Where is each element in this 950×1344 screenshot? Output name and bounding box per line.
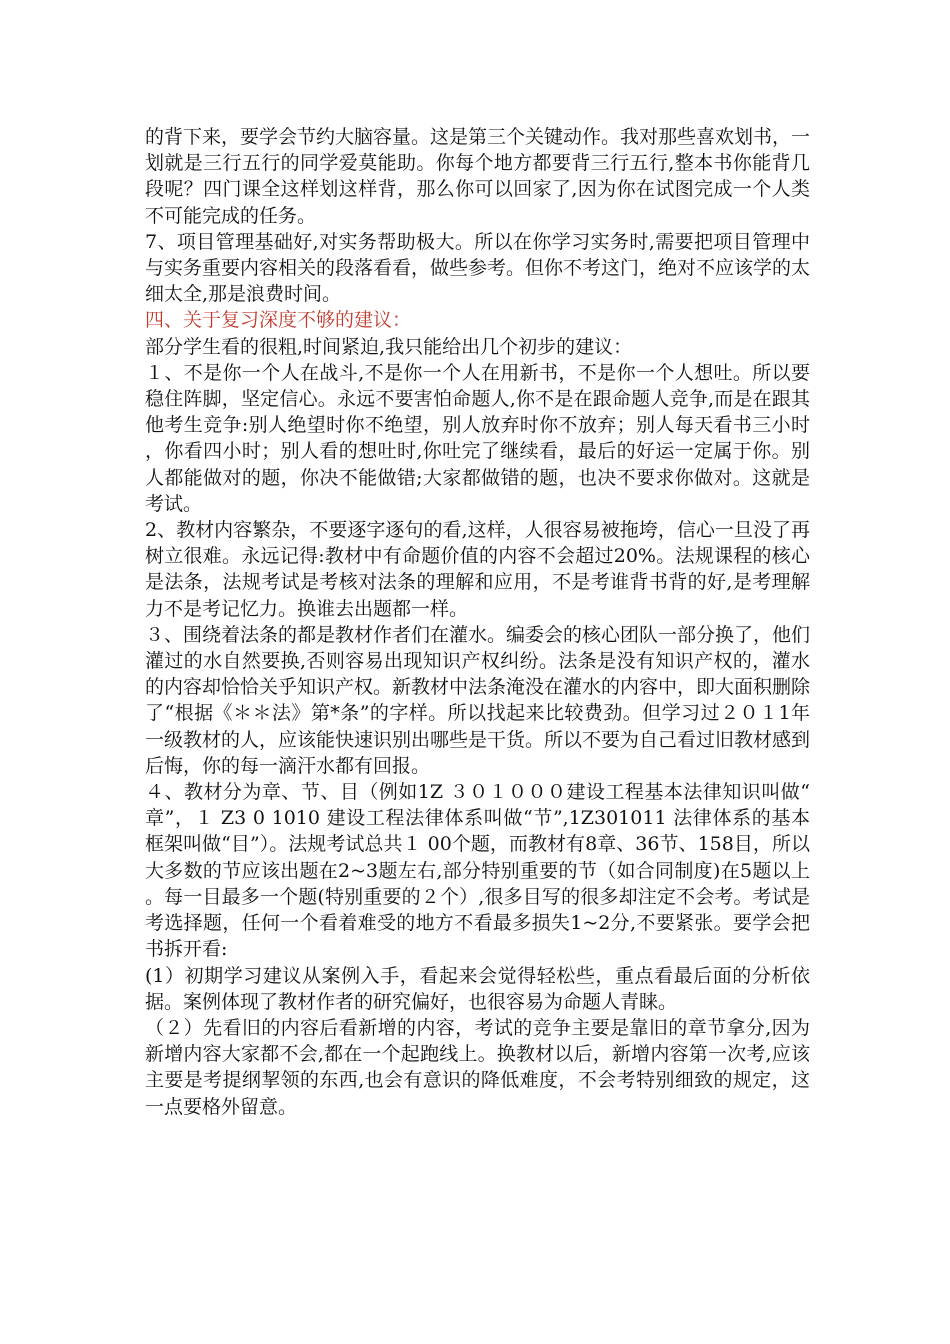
document-page bbox=[145, 124, 810, 1120]
paragraph-advice-2: 2、教材内容繁杂，不要逐字逐句的看,这样，人很容易被拖垮，信心一旦没了再树立很难。永远记得:教材中有命题价值的内容不会超过20%。法规课程的核心是法条，法规考试是考核对法条的理解和应用，不是考谁背书背的好,是考理解力不是考记忆力。换谁去出题都一样。 bbox=[145, 519, 810, 620]
section-heading-4: 四、关于复习深度不够的建议： bbox=[145, 309, 412, 332]
paragraph-intro: 部分学生看的很粗,时间紧迫,我只能给出几个初步的建议： bbox=[145, 335, 633, 358]
paragraph-advice-4: ４、教材分为章、节、目（例如1Z ３０１０００建设工程基本法律知识叫做“章”，１ Z3 0 1010 建设工程法律体系叫做“节”,1Z301011 法律体系的基本框架叫做“目”）。法规考试总共１ 00个题，而教材有8章、36节、158目，所以大多数的节应该出题在2~3题左右,部分特别重要的节（如合同制度)在5题以上。每一目最多一个题(特别重要的２个）,很多目写的很多却注定不会考。考试是考选择题，任何一个看着难受的地方不看最多损失1~2分,不要紧张。要学会把书拆开看: bbox=[145, 781, 810, 961]
paragraph-keep-brain: 的背下来，要学会节约大脑容量。这是第三个关键动作。我对那些喜欢划书，一划就是三行五行的同学爱莫能助。你每个地方都要背三行五行,整本书你能背几段呢？四门课全这样划这样背，那么你可以回家了,因为你在试图完成一个人类不可能完成的任务。 bbox=[145, 126, 811, 227]
paragraph-advice-3: ３、围绕着法条的都是教材作者们在灌水。编委会的核心团队一部分换了，他们灌过的水自然要换,否则容易出现知识产权纠纷。法条是没有知识产权的，灌水的内容却恰恰关乎知识产权。新教材中法条淹没在灌水的内容中，即大面积删除了“根据《＊＊法》第*条”的字样。所以找起来比较费劲。但学习过２０１1年一级教材的人，应该能快速识别出哪些是干货。所以不要为自己看过旧教材感到后悔，你的每一滴汗水都有回报。 bbox=[145, 623, 811, 777]
paragraph-sub-2: （２）先看旧的内容后看新增的内容，考试的竞争主要是靠旧的章节拿分,因为新增内容大家都不会,都在一个起跑线上。换教材以后，新增内容第一次考,应该主要是考提纲挈领的东西,也会有意识的降低难度，不会考特别细致的规定，这一点要格外留意。 bbox=[145, 1016, 810, 1118]
paragraph-item-7: 7、项目管理基础好,对实务帮助极大。所以在你学习实务时,需要把项目管理中与实务重要内容相关的段落看看，做些参考。但你不考这门，绝对不应该学的太细太全,那是浪费时间。 bbox=[145, 230, 811, 306]
paragraph-advice-1: １、不是你一个人在战斗,不是你一个人在用新书，不是你一个人想吐。所以要稳住阵脚，坚定信心。永远不要害怕命题人,你不是在跟命题人竞争,而是在跟其他考生竞争:别人绝望时你不绝望，别人放弃时你不放弃；别人每天看书三小时，你看四小时；别人看的想吐时,你吐完了继续看，最后的好运一定属于你。别人都能做对的题，你决不能做错;大家都做错的题，也决不要求你做对。这就是考试。 bbox=[145, 361, 810, 515]
paragraph-sub-1: (1）初期学习建议从案例入手，看起来会觉得轻松些，重点看最后面的分析依据。案例体现了教材作者的研究偏好，也很容易为命题人青睐。 bbox=[145, 964, 810, 1013]
